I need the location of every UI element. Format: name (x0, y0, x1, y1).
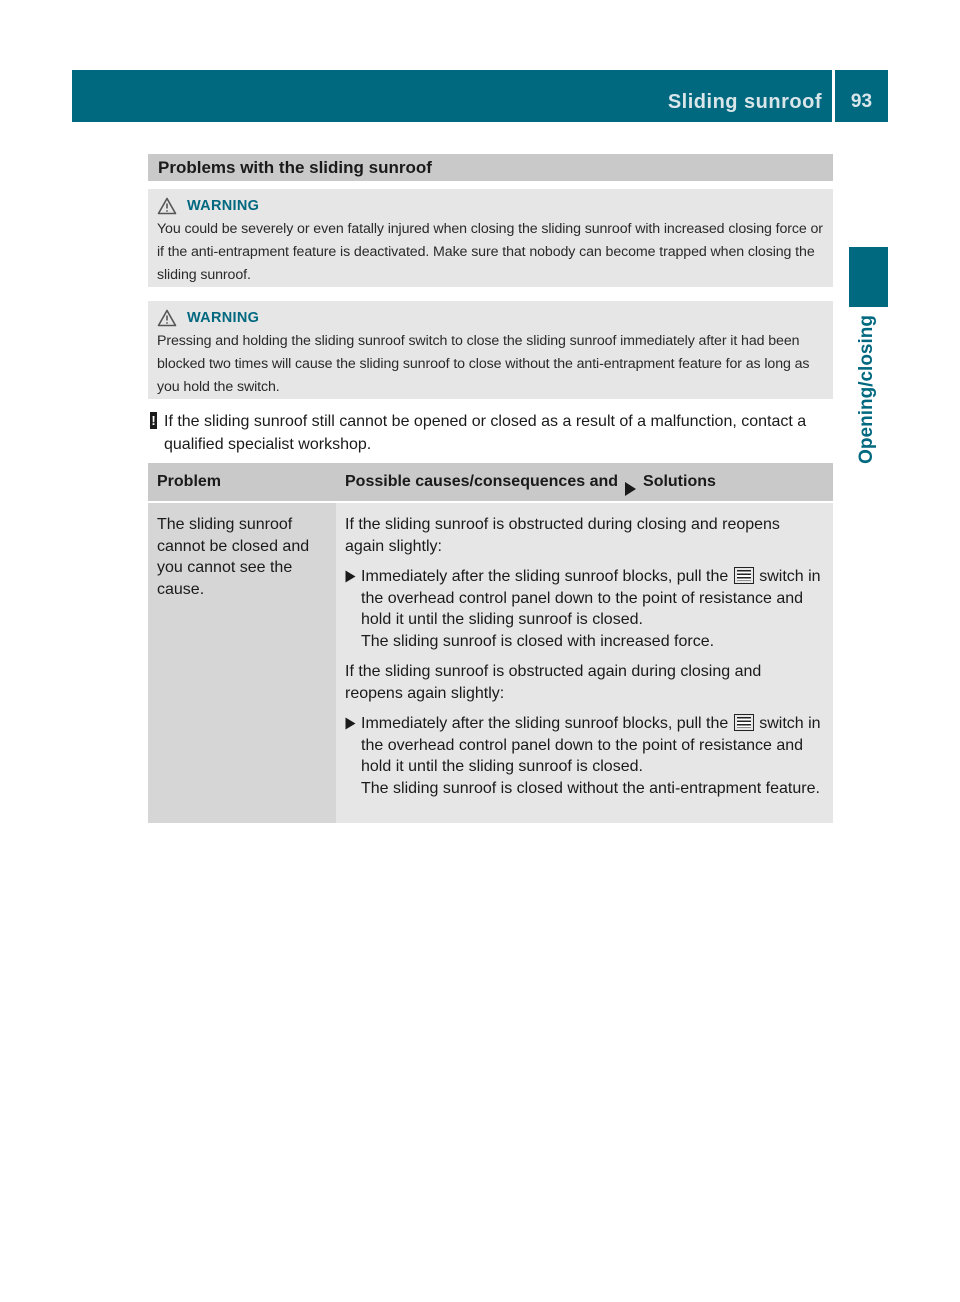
warning-text: You could be severely or even fatally injured when closing the sliding sunroof with increased closing force or if the anti-entrapment feature is deactivated. Make sure that nobody can become trapped when closing the sliding sunroof. (157, 221, 823, 283)
exclamation-icon: ! (151, 413, 156, 428)
action-result: The sliding sunroof is closed with increased force. (361, 632, 715, 650)
solution-arrow-icon (624, 474, 637, 490)
warning-triangle-icon (157, 197, 181, 215)
action-text-end: switch in the overhead control panel down to the point of resistance and hold it until the sliding sunroof is closed. (361, 568, 821, 628)
action-step (345, 713, 823, 799)
action-text-end: switch in the overhead control panel down to the point of resistance and hold it until the sliding sunroof is closed. (361, 715, 821, 775)
chapter-tab-marker (849, 247, 888, 307)
step-arrow-icon (345, 717, 356, 730)
condition-text: If the sliding sunroof is obstructed during closing and reopens again slightly: (345, 516, 780, 555)
page-number: 93 (850, 91, 873, 112)
action-step (345, 566, 823, 652)
warning-header (157, 307, 825, 329)
table-header (148, 463, 833, 503)
chapter-tab-label: Opening/closing (856, 315, 877, 464)
warning-triangle-icon (157, 309, 181, 327)
warning-box (148, 301, 833, 399)
warning-text: Pressing and holding the sliding sunroof switch to close the sliding sunroof immediately after it had been blocked two times will cause the sliding sunroof to close without the anti-entrapment feature for as long as you hold the switch. (157, 333, 810, 395)
running-header-title: Sliding sunroof (667, 91, 822, 113)
note (148, 410, 838, 456)
sunroof-switch-icon (734, 567, 754, 584)
column-header-problem: Problem (157, 473, 222, 490)
action-text-start: Immediately after the sliding sunroof blocks, pull the (361, 715, 729, 732)
column-header-causes (336, 463, 833, 501)
step-arrow-icon (345, 570, 356, 583)
section-heading: Problems with the sliding sunroof (148, 154, 833, 181)
note-text: If the sliding sunroof still cannot be opened or closed as a result of a malfunction, contact a qualified specialist workshop. (164, 413, 807, 453)
condition-text: If the sliding sunroof is obstructed again during closing and reopens again slightly: (345, 663, 762, 702)
column-header-causes-suffix: Solutions (643, 473, 716, 490)
action-result: The sliding sunroof is closed without the anti-entrapment feature. (361, 779, 820, 797)
action-text-start: Immediately after the sliding sunroof blocks, pull the (361, 568, 729, 585)
column-header-causes-prefix: Possible causes/consequences and (345, 473, 619, 490)
troubleshooting-table (148, 463, 833, 823)
solution-cell (336, 503, 833, 823)
warning-header (157, 195, 825, 217)
table-row (148, 503, 833, 823)
warning-box (148, 189, 833, 287)
warning-title: WARNING (187, 310, 260, 326)
warning-title: WARNING (187, 198, 260, 214)
sunroof-switch-icon (734, 714, 754, 731)
problem-cell: The sliding sunroof cannot be closed and you cannot see the cause. (148, 503, 336, 823)
